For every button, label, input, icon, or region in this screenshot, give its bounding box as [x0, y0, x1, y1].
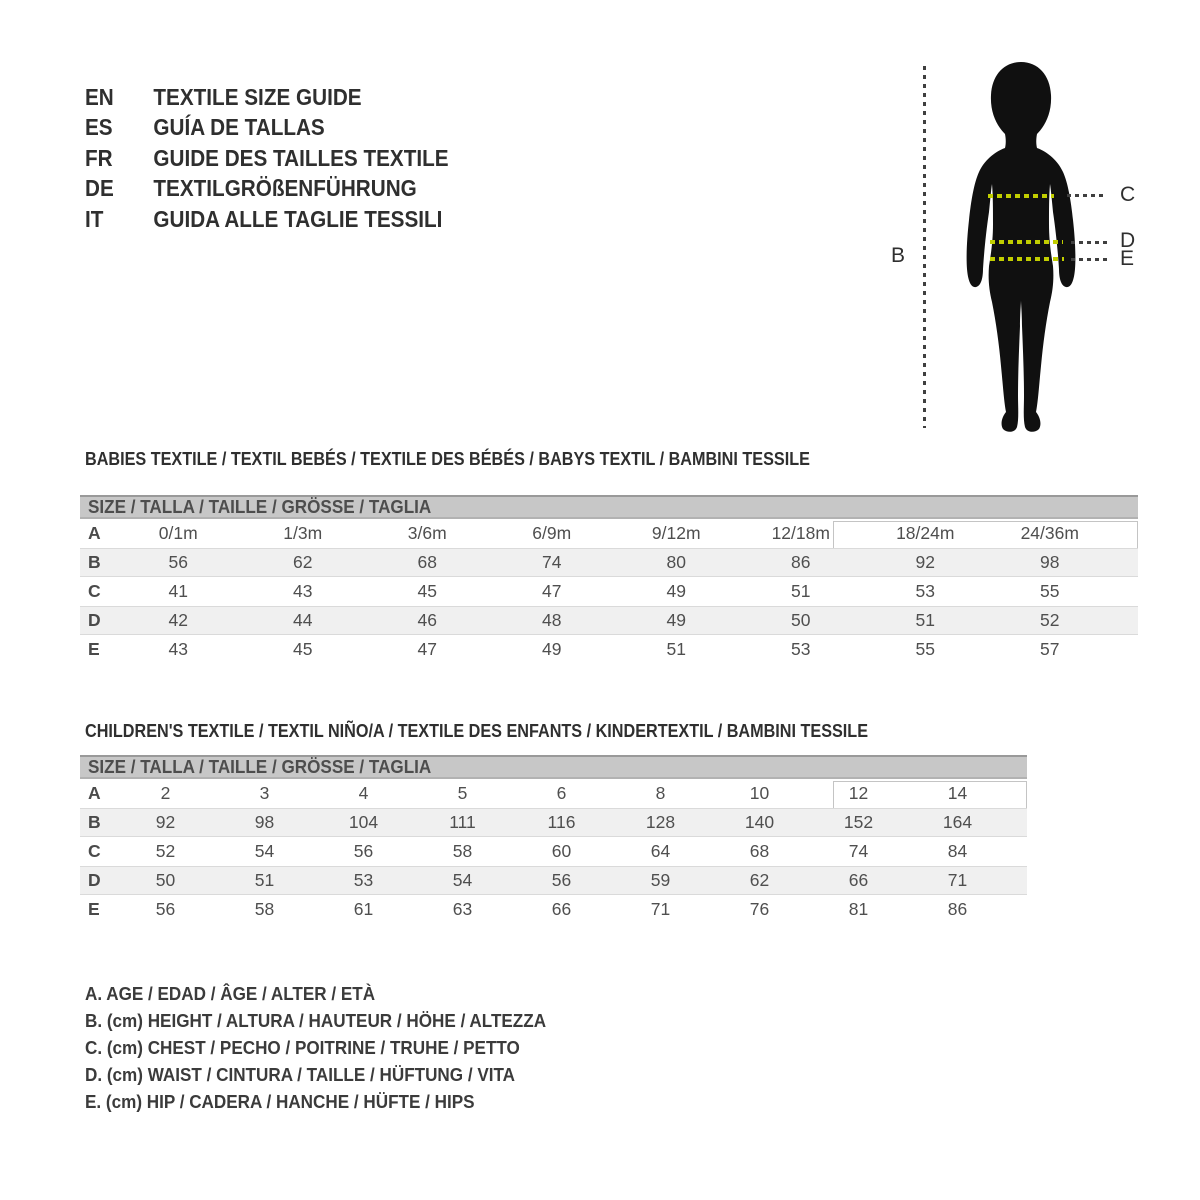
table-cell: 2 — [160, 783, 171, 803]
language-title: TEXTILGRÖßENFÜHRUNG — [153, 175, 417, 202]
row-label: B — [88, 812, 101, 832]
language-row — [85, 204, 449, 235]
table-cell: 55 — [915, 639, 935, 659]
chest-connector-line — [1067, 194, 1107, 197]
size-header-bar — [80, 495, 1138, 519]
table-cell: 74 — [542, 552, 562, 572]
table-cell: 51 — [254, 870, 275, 890]
table-cell: 44 — [293, 610, 313, 630]
table-cell: 81 — [848, 899, 869, 919]
table-cell: 61 — [353, 899, 374, 919]
table-cell: 47 — [542, 581, 562, 601]
child-silhouette-icon — [964, 60, 1078, 434]
height-dotted-line — [923, 66, 926, 428]
table-cell: 18/24m — [896, 523, 955, 543]
table-cell: 76 — [749, 899, 770, 919]
table-cell: 24/36m — [1020, 523, 1079, 543]
waist-connector-line — [1071, 241, 1107, 244]
table-cell: 53 — [915, 581, 935, 601]
table-cell: 98 — [1040, 552, 1060, 572]
hip-connector-line — [1071, 258, 1107, 261]
table-cell: 43 — [168, 639, 188, 659]
table-cell: 62 — [293, 552, 313, 572]
legend-item-text: A. AGE / EDAD / ÂGE / ALTER / ETÀ — [85, 984, 376, 1004]
table-cell: 52 — [1040, 610, 1060, 630]
chest-measure-label: C — [1120, 183, 1136, 206]
table-cell: 47 — [417, 639, 437, 659]
table-cell: 66 — [848, 870, 869, 890]
legend-item — [85, 1008, 570, 1035]
table-cell: 92 — [915, 552, 935, 572]
table-cell: 8 — [655, 783, 666, 803]
table-cell: 116 — [547, 812, 576, 832]
row-label: B — [88, 552, 101, 572]
table-cell: 86 — [791, 552, 811, 572]
table-cell: 43 — [293, 581, 313, 601]
table-cell: 6 — [556, 783, 567, 803]
table-cell: 92 — [155, 812, 176, 832]
hip-measure-label: E — [1120, 247, 1135, 270]
children-section-title-text: CHILDREN'S TEXTILE / TEXTIL NIÑO/A / TEXTILE DES ENFANTS / KINDERTEXTIL / BAMBINI TESSILE — [85, 721, 869, 741]
table-cell: 9/12m — [651, 523, 701, 543]
table-cell: 49 — [666, 581, 686, 601]
legend-item-text: D. (cm) WAIST / CINTURA / TAILLE / HÜFTUNG / VITA — [85, 1065, 516, 1085]
babies-size-table — [80, 495, 1138, 664]
children-section-title — [85, 721, 955, 742]
legend-item-text: C. (cm) CHEST / PECHO / POITRINE / TRUHE / PETTO — [85, 1038, 520, 1058]
language-row — [85, 113, 449, 144]
table-row-E — [80, 635, 1138, 664]
table-cell: 68 — [417, 552, 437, 572]
row-label: C — [88, 581, 101, 601]
chest-dotted-line — [988, 194, 1054, 198]
table-cell: 111 — [449, 812, 476, 832]
language-title: GUIDE DES TAILLES TEXTILE — [153, 144, 449, 171]
table-cell: 49 — [542, 639, 562, 659]
language-code: FR — [85, 144, 113, 171]
size-header-label: SIZE / TALLA / TAILLE / GRÖSSE / TAGLIA — [88, 496, 432, 517]
table-cell: 6/9m — [532, 523, 572, 543]
table-cell: 41 — [168, 581, 188, 601]
table-cell: 50 — [791, 610, 811, 630]
legend-item-text: B. (cm) HEIGHT / ALTURA / HAUTEUR / HÖHE / ALTEZZA — [85, 1011, 547, 1031]
language-code: DE — [85, 175, 114, 202]
table-cell: 84 — [947, 841, 968, 861]
row-label: C — [88, 841, 101, 861]
language-code: ES — [85, 114, 113, 141]
language-title: GUÍA DE TALLAS — [153, 114, 325, 141]
table-row-A — [80, 519, 1138, 548]
table-cell: 128 — [645, 812, 676, 832]
table-cell: 49 — [666, 610, 686, 630]
table-cell: 104 — [348, 812, 379, 832]
table-cell: 54 — [452, 870, 473, 890]
legend-item — [85, 1089, 570, 1116]
row-label: A — [88, 783, 101, 803]
table-cell: 55 — [1040, 581, 1060, 601]
row-label: E — [88, 639, 100, 659]
table-cell: 56 — [155, 899, 176, 919]
table-cell: 12 — [848, 783, 869, 803]
table-cell: 80 — [666, 552, 686, 572]
table-cell: 46 — [417, 610, 437, 630]
size-header-bar — [80, 755, 1027, 779]
language-code: EN — [85, 83, 114, 110]
table-cell: 152 — [843, 812, 874, 832]
row-label: D — [88, 870, 101, 890]
waist-measure-label: D — [1120, 229, 1136, 252]
table-cell: 64 — [650, 841, 671, 861]
table-cell: 56 — [168, 552, 188, 572]
table-cell: 3 — [259, 783, 270, 803]
size-header-label: SIZE / TALLA / TAILLE / GRÖSSE / TAGLIA — [88, 756, 432, 777]
table-cell: 58 — [452, 841, 473, 861]
table-cell: 140 — [744, 812, 775, 832]
row-label: A — [88, 523, 101, 543]
table-row-B — [80, 548, 1138, 577]
language-title-block — [85, 82, 489, 235]
language-title: GUIDA ALLE TAGLIE TESSILI — [153, 205, 443, 232]
children-size-table — [80, 755, 1027, 924]
table-row-A — [80, 779, 1027, 808]
legend-item-text: E. (cm) HIP / CADERA / HANCHE / HÜFTE / HIPS — [85, 1092, 475, 1112]
table-cell: 51 — [791, 581, 811, 601]
table-cell: 53 — [791, 639, 811, 659]
table-cell: 48 — [542, 610, 562, 630]
table-cell: 56 — [353, 841, 374, 861]
table-cell: 60 — [551, 841, 572, 861]
table-cell: 74 — [848, 841, 869, 861]
table-cell: 42 — [168, 610, 188, 630]
hip-dotted-line — [990, 257, 1064, 261]
table-cell: 10 — [749, 783, 770, 803]
language-row — [85, 82, 449, 113]
table-row-E — [80, 895, 1027, 924]
table-cell: 66 — [551, 899, 572, 919]
language-code: IT — [85, 205, 104, 232]
table-cell: 45 — [417, 581, 437, 601]
table-cell: 62 — [749, 870, 770, 890]
table-cell: 0/1m — [158, 523, 198, 543]
table-cell: 52 — [155, 841, 176, 861]
measurement-legend — [85, 981, 570, 1116]
table-cell: 51 — [915, 610, 935, 630]
language-row — [85, 174, 449, 205]
table-cell: 3/6m — [407, 523, 447, 543]
waist-dotted-line — [990, 240, 1063, 244]
table-cell: 4 — [358, 783, 369, 803]
table-cell: 57 — [1040, 639, 1060, 659]
table-cell: 86 — [947, 899, 968, 919]
language-title: TEXTILE SIZE GUIDE — [153, 83, 362, 110]
babies-section-title-text: BABIES TEXTILE / TEXTIL BEBÉS / TEXTILE DES BÉBÉS / BABYS TEXTIL / BAMBINI TESSILE — [85, 449, 810, 469]
babies-section-title — [85, 449, 890, 470]
table-cell: 98 — [254, 812, 275, 832]
table-cell: 53 — [353, 870, 374, 890]
legend-item — [85, 1035, 570, 1062]
table-row-C — [80, 577, 1138, 606]
legend-item — [85, 1062, 570, 1089]
height-measure-label: B — [891, 244, 906, 267]
legend-item — [85, 981, 570, 1008]
table-cell: 12/18m — [771, 523, 830, 543]
table-cell: 54 — [254, 841, 275, 861]
language-row — [85, 143, 449, 174]
row-label: E — [88, 899, 100, 919]
table-cell: 56 — [551, 870, 572, 890]
table-cell: 50 — [155, 870, 176, 890]
table-row-B — [80, 808, 1027, 837]
table-cell: 71 — [947, 870, 968, 890]
table-cell: 5 — [457, 783, 468, 803]
table-cell: 63 — [452, 899, 473, 919]
table-cell: 71 — [650, 899, 671, 919]
row-label: D — [88, 610, 101, 630]
table-row-C — [80, 837, 1027, 866]
table-cell: 45 — [293, 639, 313, 659]
table-cell: 164 — [942, 812, 973, 832]
table-cell: 58 — [254, 899, 275, 919]
table-cell: 51 — [666, 639, 686, 659]
table-cell: 1/3m — [283, 523, 323, 543]
table-cell: 14 — [947, 783, 968, 803]
table-cell: 68 — [749, 841, 770, 861]
table-cell: 59 — [650, 870, 671, 890]
table-row-D — [80, 866, 1027, 895]
table-row-D — [80, 606, 1138, 635]
